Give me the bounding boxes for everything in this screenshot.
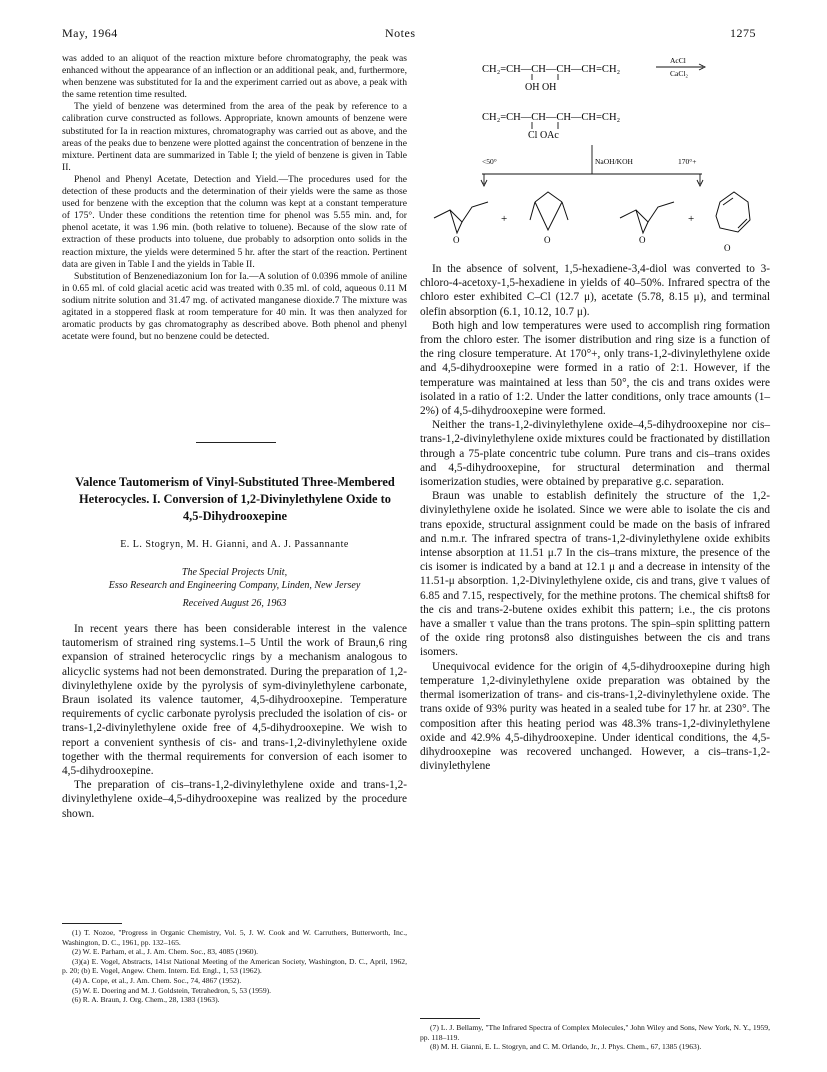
footnote: (8) M. H. Gianni, E. L. Stogryn, and C. M. Orlando, Jr., J. Phys. Chem., 67, 1385 (1963). [430, 1042, 702, 1052]
condition-low-temperature: <50° [482, 157, 497, 166]
dihydrooxepine-structure [716, 192, 750, 232]
trans-divinylethylene-oxide-structure [434, 202, 488, 233]
divider [196, 442, 276, 443]
running-header-left: May, 1964 [62, 26, 118, 40]
running-header-center: Notes [385, 26, 416, 40]
footnote: (4) A. Cope, et al., J. Am. Chem. Soc., 74, 4867 (1952). [72, 975, 242, 985]
right-column-body [420, 262, 770, 773]
footnote: (7) L. J. Bellamy, "The Infrared Spectra of Complex Molecules," John Wiley and Sons, New York, N. Y., 1959, pp. 118–119. [420, 1023, 770, 1042]
reaction-scheme [420, 52, 770, 267]
paragraph: Braun was unable to establish definitely the structure of the 1,2-divinylethylene oxide he isolated. Since we were able to isolate the cis and trans epoxide, structural assignment could be made on the basis of infrared and n.m.r. The infrared spectra of trans-1,2-divinylethylene oxide exhibits intense absorption at 11.51 μ.7 In the cis–trans mixture, the presence of the cis isomer is indicated by a band at 12.1 μ and a decrease in intensity of the 11.51-μ absorption. 1,2-Divinylethylene oxide, cis and trans, give τ values of 6.85 and 7.15, respectively, for the methine protons. The chemical shifts8 for the cis and trans-2-butene oxides exhibit this pattern; i.e., the cis protons have a smaller τ value than the trans protons. The spin–spin splitting pattern of the oxide ring protons8 also distinguishes between the cis and trans isomers. [420, 490, 770, 659]
reagent-acetyl-chloride: AcCl [670, 56, 686, 65]
reagent-calcium-chloride: CaCl₂ [670, 69, 689, 78]
oxygen-label: O [724, 243, 731, 253]
trans-divinylethylene-oxide-structure [620, 202, 674, 233]
footnote-divider [62, 923, 122, 924]
diol-formula: CH₂=CH—CH—CH—CH=CH₂ [482, 64, 621, 75]
article-title: Valence Tautomerism of Vinyl-Substituted Three-Membered Heterocycles. I. Conversion of 1,2-Divinylethylene Oxide to 4,5-Dihydrooxepine [75, 475, 395, 523]
paragraph: Substitution of Benzenediazonium Ion for Ia.—A solution of 0.0396 mmole of aniline in 0.65 ml. of cold glacial acetic acid was treated with 0.35 ml. of cold, aqueous 0.11 M sodium nitrite solution and 31.47 mg. of activated manganese dioxide.7 The mixture was agitated in a stoppered flask at room temperature for 40 min. It was then analyzed for aromatic products by gas chromatography as described above. Both phenol and phenyl acetate were found, but no benzene could be detected. [62, 270, 407, 343]
authors: E. L. Stogryn, M. H. Gianni, and A. J. Passannante [120, 539, 349, 550]
oxygen-label: O [639, 235, 646, 245]
affiliation-company: Esso Research and Engineering Company, Linden, New Jersey [108, 580, 361, 591]
reaction-scheme-svg [420, 52, 770, 267]
condition-high-temperature: 170°+ [678, 157, 697, 166]
paragraph: In the absence of solvent, 1,5-hexadiene-3,4-diol was converted to 3-chloro-4-acetoxy-1,5-hexadiene in yields of 40–50%. Infrared spectra of the chloro ester exhibited C–Cl (12.7 μ), acetate (5.78, 8.15 μ), and terminal olefin absorption (6.1, 10.12, 10.7 μ). [420, 263, 770, 318]
cis-divinylethylene-oxide-structure [530, 192, 568, 230]
oxygen-label: O [453, 235, 460, 245]
paragraph: The preparation of cis–trans-1,2-divinylethylene oxide and trans-1,2-divinylethylene oxide–4,5-dihydrooxepine was realized by the procedure shown. [62, 779, 407, 820]
paragraph: In recent years there has been considerable interest in the valence tautomerism of strained ring systems.1–5 Until the work of Braun,6 ring expansion of strained heterocyclic rings by a mechanism analogous to alicyclic systems had not been demonstrated. During the preparation of 1,2-divinylethylene oxide by the pyrolysis of sym-divinylethylene carbonate, Braun isolated its valence tautomer, 4,5-dihydrooxepine. Temperature requirements of cyclic carbonate pyrolysis precluded the isolation of cis- or trans-1,2-divinylethylene oxide free of 4,5-dihydrooxepine. We wish to report a convenient synthesis of cis- and trans-1,2-divinylethylene oxide together with the thermal requirements for conversion of each isomer to 4,5-dihydrooxepine. [62, 623, 407, 778]
plus-sign: + [688, 213, 695, 225]
paragraph: The yield of benzene was determined from the area of the peak by reference to a calibration curve constructed as follows. Appropriate, known amounts of benzene were substituted for Ia in reaction mixtures, chromatography was carried out as above, and the areas of the peaks due to benzene were plotted against the concentration of benzene in the mixture. Pertinent data are summarized in Table I; the yield of benzene is given in Table II. [62, 101, 407, 173]
affiliation-unit: The Special Projects Unit, [181, 567, 288, 578]
footnote: (3)(a) E. Vogel, Abstracts, 141st National Meeting of the American Society, Washington, D. C., April, 1962, p. 20; (b) E. Vogel, Angew. Chem. Intern. Ed. Engl., 1, 53 (1962). [62, 956, 407, 976]
footnote: (5) W. E. Doering and M. J. Goldstein, Tetrahedron, 5, 53 (1959). [72, 985, 272, 995]
footnote: (1) T. Nozoe, "Progress in Organic Chemistry, Vol. 5, J. W. Cook and W. Carruthers, Butterworth, Inc., Washington, D. C., 1961, pp. 132–165. [62, 928, 407, 947]
paragraph: Neither the trans-1,2-divinylethylene oxide–4,5-dihydrooxepine nor cis–trans-1,2-divinylethylene oxide mixtures could be fractionated by distillation through a 75-plate concentric tube column. Pure trans and cis–trans oxides and 4,5-dihydrooxepine, for structural determination and thermal isomerization studies, were obtained by preparative g.c. separation. [420, 419, 770, 489]
left-column-body [62, 622, 407, 821]
page-number: 1275 [730, 26, 756, 40]
paragraph: Phenol and Phenyl Acetate, Detection and Yield.—The procedures used for the detection of these products and the determination of their yields were the same as those used for benzene with the exception that the column was kept at a constant temperature of 175°. Under these conditions the retention time for phenol was 5.55 min. and, for phenol acetate, it was 1.96 min. (both relative to toluene). Because of the slow rate of extraction of these products into toluene, due probably to adsorption onto solids in the reaction mixture, the yields were determined 5 hr. after the start of the reaction. Pertinent data are given in Table I and the yields in Table II. [62, 173, 407, 270]
footnote: (2) W. E. Parham, et al., J. Am. Chem. Soc., 83, 4085 (1960). [72, 947, 259, 957]
footnotes-right [420, 1023, 770, 1052]
chloro-ester-formula: CH₂=CH—CH—CH—CH=CH₂ [482, 112, 621, 123]
condition-base: NaOH/KOH [595, 157, 633, 166]
left-column-top [62, 53, 407, 343]
paragraph: Unequivocal evidence for the origin of 4,5-dihydrooxepine during high temperature 1,2-divinylethylene oxide preparation was obtained by the thermal isomerization of trans- and cis-trans-1,2-divinylethylene oxide. The trans oxide of 93% purity was heated in a sealed tube for 17 hr. at 230°. The composition after this heating period was 48.3% trans-1,2-divinylethylene oxide and 42.9% 4,5-dihydrooxepine. Under identical conditions, the 4,5-dihydrooxepine was recovered unchanged. However, a cis–trans-1,2-divinylethylene [420, 660, 770, 773]
footnote: (6) R. A. Braun, J. Org. Chem., 28, 1383 (1963). [72, 995, 220, 1005]
plus-sign: + [501, 213, 508, 225]
footnotes-left [62, 928, 407, 1005]
paragraph: was added to an aliquot of the reaction mixture before chromatography, the peak was enhanced without the appearance of an inflection or an additional peak, and, furthermore, when benzene was substituted for Ia and the experiment carried out as above, a peak with the same retention time resulted. [62, 53, 407, 101]
chloro-ester-substituents: Cl OAc [528, 130, 559, 141]
diol-substituents: OH OH [525, 82, 557, 93]
footnote-divider [420, 1018, 480, 1019]
paragraph: Both high and low temperatures were used to accomplish ring formation from the chloro ester. The isomer distribution and ring size is a function of the ring closure temperature. At 170°+, only trans-1,2-divinylethylene oxide and 4,5-dihydrooxepine were formed in a ratio of 2:1. However, if the temperature was maintained at less than 50°, the cis and trans oxides were isolated in a ratio of 1:2. Under the latter conditions, only trace amounts (1–2%) of 4,5-dihydrooxepine were formed. [420, 319, 770, 418]
oxygen-label: O [544, 235, 551, 245]
received-date: Received August 26, 1963 [182, 598, 287, 609]
